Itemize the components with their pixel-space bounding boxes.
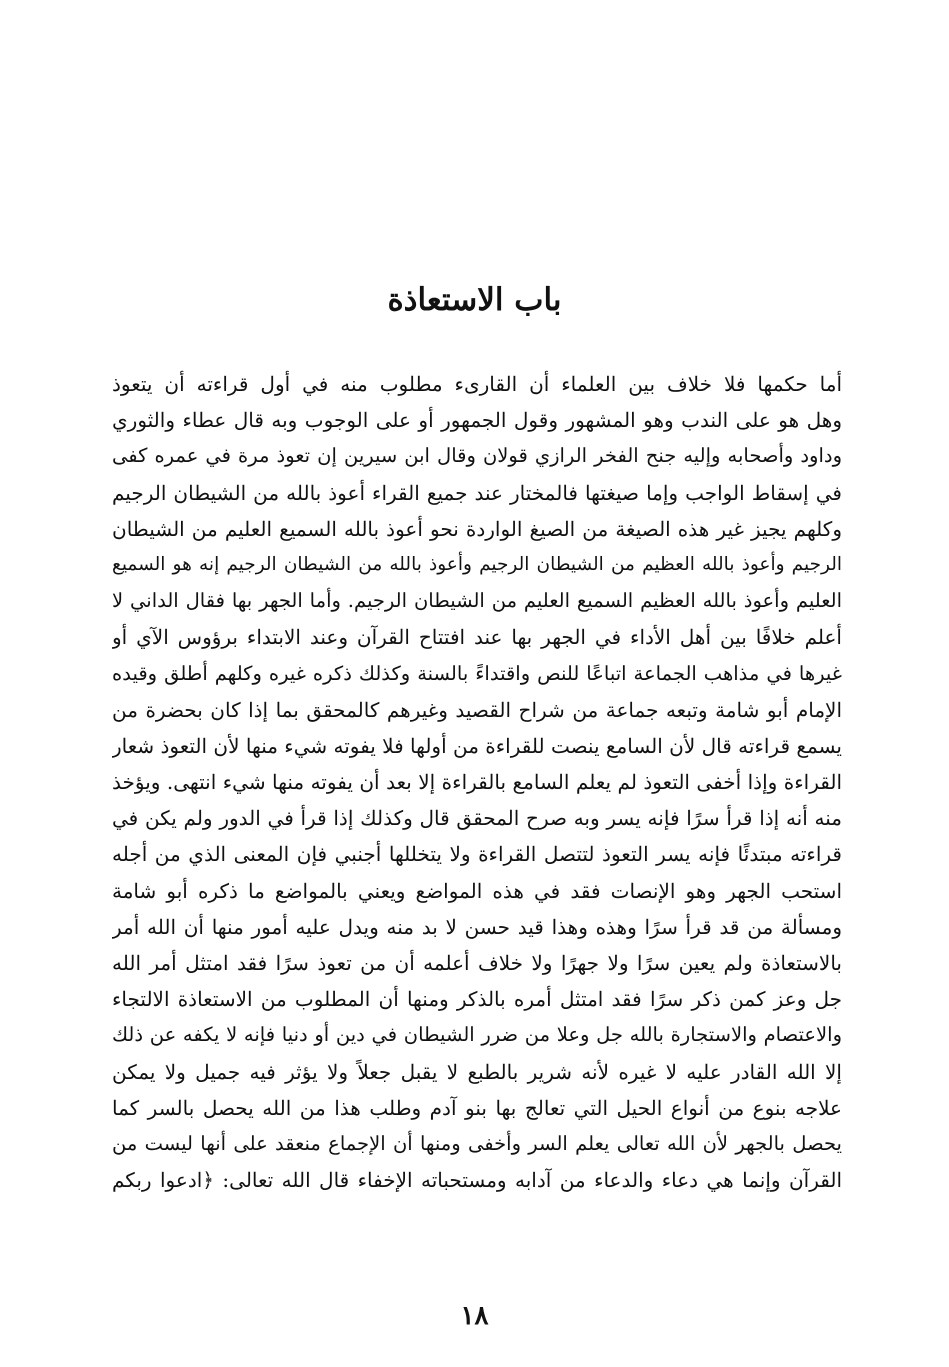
text-line: وداود وأصحابه وإليه جنح الفخر الرازي قولان وقال ابن سيرين إن تعوذ مرة في عمره كفى [112,444,842,468]
text-line: وهل هو على الندب وهو المشهور وقول الجمهور أو على الوجوب وبه قال عطاء والثوري [112,408,842,433]
text-line: بالاستعاذة ولم يعين سرًا ولا جهرًا ولا خلاف أعلمه أن من تعوذ سرًا فقد امتثل أمر الله [112,951,842,975]
text-line: القرآن وإنما هي دعاء والدعاء من آدابه ومستحباته الإخفاء قال الله تعالى: ﴿ادعوا ربكم [112,1168,842,1193]
text-line: علاجه بنوع من أنواع الحيل التي تعالج بها بنو آدم وطلب هذا من الله يحصل بالسر كما [112,1095,842,1120]
text-line: استحب الجهر وهو الإنصات فقد في هذه المواضع ويعني بالمواضع ما ذكره أبو شامة [112,878,842,903]
text-line: وكلهم يجيز غير هذه الصيغة من الصيغ الواردة نحو أعوذ بالله السميع العليم من الشيطان [112,516,842,541]
text-line: والاعتصام والاستجارة بالله جل وعلا من ضرر الشيطان في دين أو دنيا فإنه لا يكفه عن ذلك [112,1023,842,1047]
text-line: في إسقاط الواجب وإما صيغتها فالمختار عند جميع القراء أعوذ بالله من الشيطان الرجيم [112,480,842,505]
text-line: غيرها في مذاهب الجماعة اتباعًا للنص واقتداءً بالسنة وكذلك ذكره غيره وكلهم أطلق وقيده [112,661,842,685]
text-line: الإمام أبو شامة وتبعه جماعة من شراح القصيد وغيرهم كالمحقق بما إذا كان بحضرة من [112,697,842,722]
text-line: يحصل بالجهر لأن الله تعالى يعلم السر وأخفى ومنها أن الإجماع منعقد على أنها ليست من [112,1131,842,1155]
text-line: أما حكمها فلا خلاف بين العلماء أن القارىء مطلوب منه في أول قراءته أن يتعوذ [112,372,842,396]
text-line: العليم وأعوذ بالله العظيم السميع العليم من الشيطان الرجيم. وأما الجهر بها فقال الداني لا [112,589,842,613]
chapter-title: باب الاستعاذة [387,282,562,318]
text-line: أعلم خلافًا بين أهل الأداء في الجهر بها عند افتتاح القرآن وعند الابتداء برؤوس الآي أو [112,625,842,650]
text-line: إلا الله القادر عليه لا غيره لأنه شرير بالطبع لا يقبل جعلاً ولا يؤثر فيه جميل ولا يمكن [112,1059,842,1084]
text-line: الرجيم وأعوذ بالله العظيم من الشيطان الرجيم وأعوذ بالله من الشيطان الرجيم إنه هو السميع [112,553,842,575]
text-line: جل وعز كمن ذكر سرًا فقد امتثل أمره بالذكر ومنها أن المطلوب من الاستعاذة الالتجاء [112,987,842,1012]
text-line: القراءة وإذا أخفى التعوذ لم يعلم السامع بالقراءة إلا بعد أن يفوته منها شيء انتهى. ويؤخذ [112,770,842,795]
text-line: منه أنه إذا قرأ سرًا فإنه يسر وبه صرح المحقق قال وكذلك إذا قرأ في الدور ولم يكن في [112,806,842,831]
page-number: ١٨ [460,1301,489,1331]
text-line: ومسألة من قد قرأ سرًا وهذه وهذا قيد حسن لا بد منه ويدل عليه أمور منها أن الله أمر [112,914,842,939]
body-text [112,366,842,1198]
text-line: قراءته مبتدئًا فإنه يسر التعوذ لتتصل القراءة ولا يتخللها أجنبي فإن المعنى الذي من أجله [112,842,842,867]
text-line: يسمع قراءته قال لأن السامع ينصت للقراءة من أولها فلا يفوته شيء منها لأن التعوذ شعار [112,733,842,758]
